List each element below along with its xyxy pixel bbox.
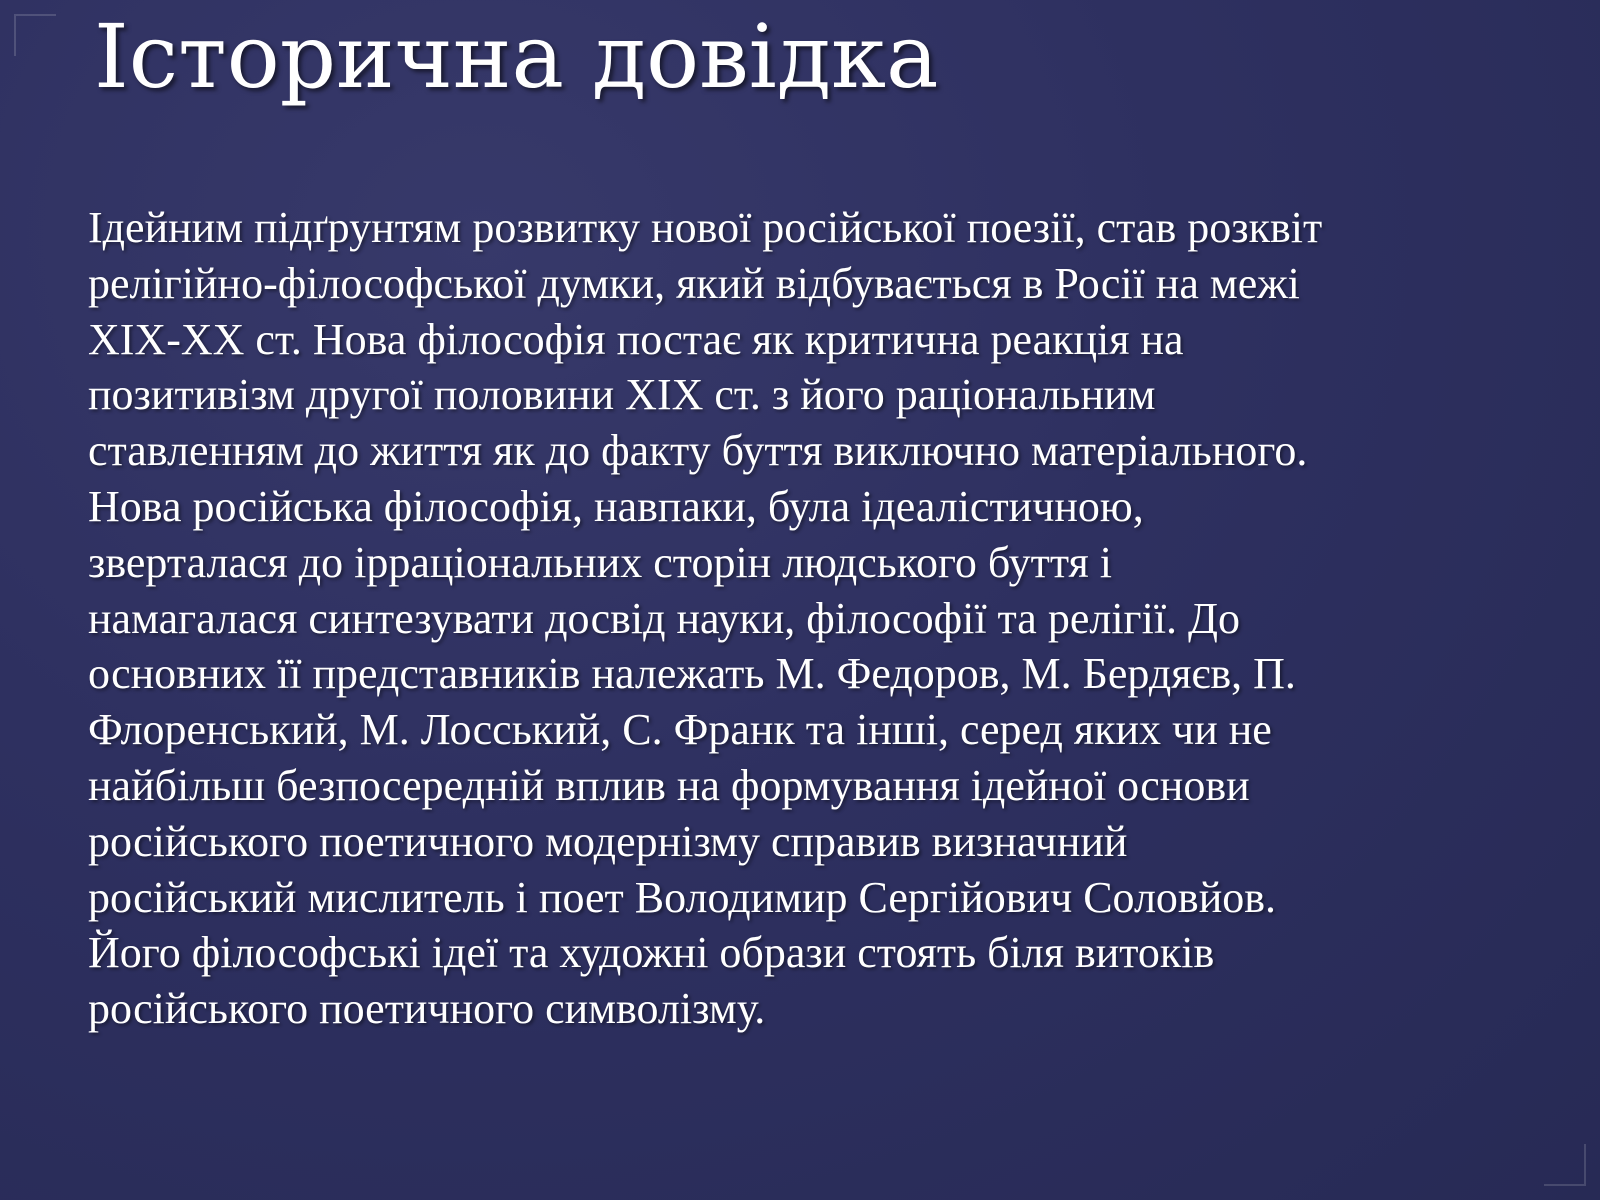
body-line: російський мислитель і поет Володимир Сергійович Соловйов. <box>88 872 1277 922</box>
body-line: XIX-XX ст. Нова філософія постає як критична реакція на <box>88 314 1184 364</box>
body-line: позитивізм другої половини XIX ст. з його раціональним <box>88 370 1156 420</box>
body-line: найбільш безпосередній вплив на формування ідейної основи <box>88 760 1250 810</box>
body-line: російського поетичного модернізму справив визначний <box>88 816 1128 866</box>
slide-title: Історична довідка <box>94 5 939 108</box>
body-line: Його філософські ідеї та художні образи стоять біля витоків <box>88 928 1215 978</box>
slide-body-text <box>88 200 1568 1037</box>
body-line: російського поетичного символізму. <box>88 984 766 1034</box>
body-line: ставленням до життя як до факту буття виключно матеріального. <box>88 426 1308 476</box>
body-line: Нова російська філософія, навпаки, була ідеалістичною, <box>88 481 1144 531</box>
body-line: Флоренський, М. Лосський, С. Франк та інші, серед яких чи не <box>88 705 1272 755</box>
body-line: основних її представників належать М. Федоров, М. Бердяєв, П. <box>88 649 1296 699</box>
body-line: Ідейним підґрунтям розвитку нової російської поезії, став розквіт <box>88 203 1323 252</box>
body-line: релігійно-філософської думки, який відбувається в Росії на межі <box>88 258 1300 308</box>
corner-ornament-bottom-right <box>1544 1144 1586 1186</box>
body-line: намагалася синтезувати досвід науки, філософії та релігії. До <box>88 593 1241 643</box>
body-line: зверталася до ірраціональних сторін людського буття і <box>88 537 1112 587</box>
corner-ornament-top-left <box>14 14 56 56</box>
